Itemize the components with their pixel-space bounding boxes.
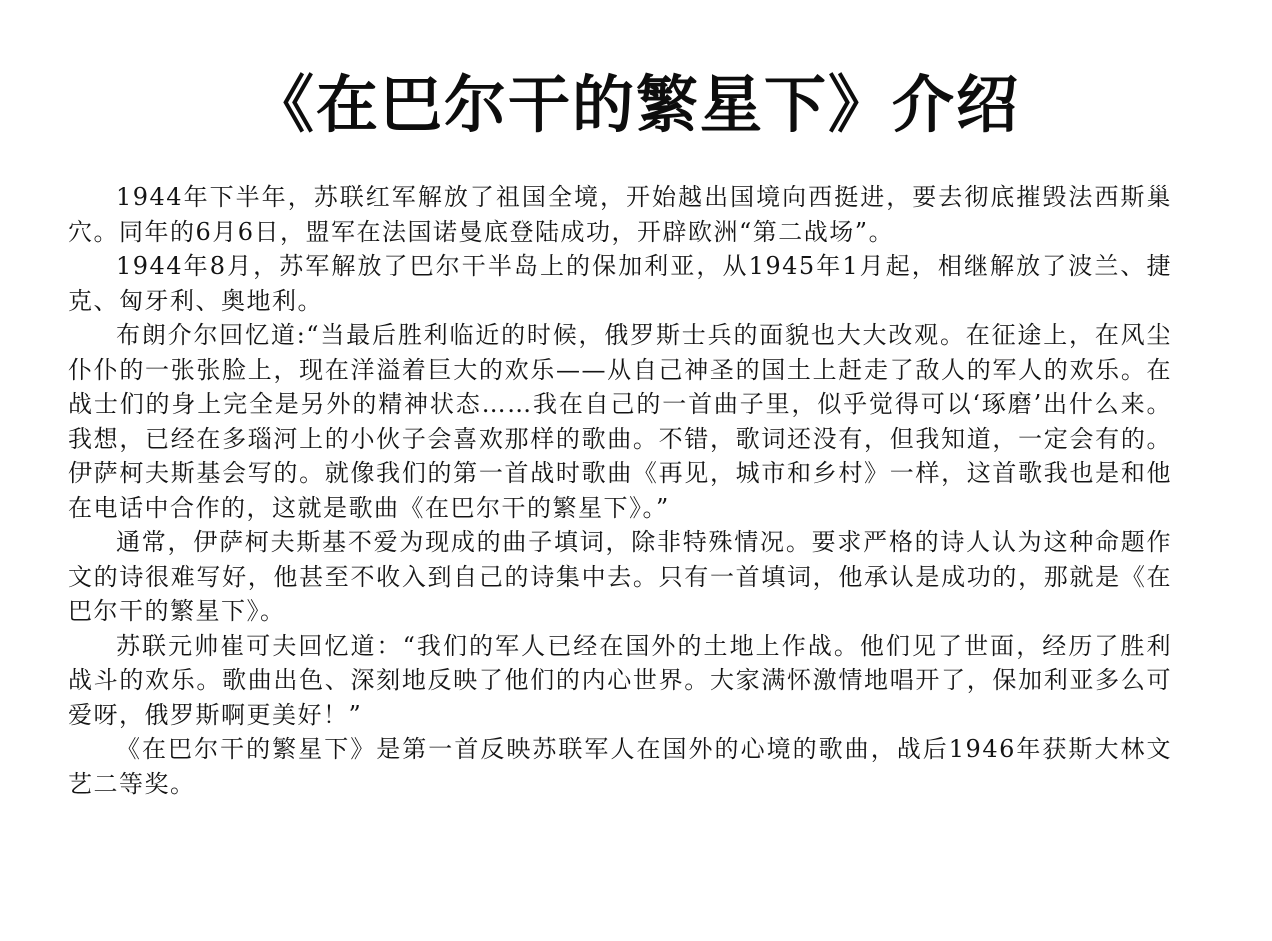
- paragraph-1944-second-half: 1944年下半年，苏联红军解放了祖国全境，开始越出国境向西挺进，要去彻底摧毁法西斯巢穴。同年的6月6日，盟军在法国诺曼底登陆成功，开辟欧洲“第二战场”。: [68, 183, 1172, 246]
- page-title: 《在巴尔干的繁星下》介绍: [251, 68, 1020, 141]
- paragraph-isakovsky: 通常，伊萨柯夫斯基不爱为现成的曲子填词，除非特殊情况。要求严格的诗人认为这种命题作文的诗很难写好，他甚至不收入到自己的诗集中去。只有一首填词，他承认是成功的，那就是《在巴尔干的繁星下》。: [68, 528, 1172, 625]
- paragraph-brown-memoir: 布朗介尔回忆道:“当最后胜利临近的时候，俄罗斯士兵的面貌也大大改观。在征途上，在风尘仆仆的一张张脸上，现在洋溢着巨大的欢乐——从自己神圣的国土上赶走了敌人的军人的欢乐。在战士们的身上完全是另外的精神状态……我在自己的一首曲子里，似乎觉得可以‘琢磨’出什么来。我想，已经在多瑙河上的小伙子会喜欢那样的歌曲。不错，歌词还没有，但我知道，一定会有的。伊萨柯夫斯基会写的。就像我们的第一首战时歌曲《再见，城市和乡村》一样，这首歌我也是和他在电话中合作的，这就是歌曲《在巴尔干的繁星下》。”: [68, 321, 1172, 522]
- paragraph-award: 《在巴尔干的繁星下》是第一首反映苏联军人在国外的心境的歌曲，战后1946年获斯大林文艺二等奖。: [68, 735, 1172, 798]
- paragraph-chuikov-memoir: 苏联元帅崔可夫回忆道：“我们的军人已经在国外的土地上作战。他们见了世面，经历了胜利战斗的欢乐。歌曲出色、深刻地反映了他们的内心世界。大家满怀激情地唱开了，保加利亚多么可爱呀，俄罗斯啊更美好！”: [68, 631, 1172, 729]
- document-body: [68, 180, 1172, 801]
- paragraph-1944-august: 1944年8月，苏军解放了巴尔干半岛上的保加利亚，从1945年1月起，相继解放了波兰、捷克、匈牙利、奥地利。: [68, 252, 1172, 315]
